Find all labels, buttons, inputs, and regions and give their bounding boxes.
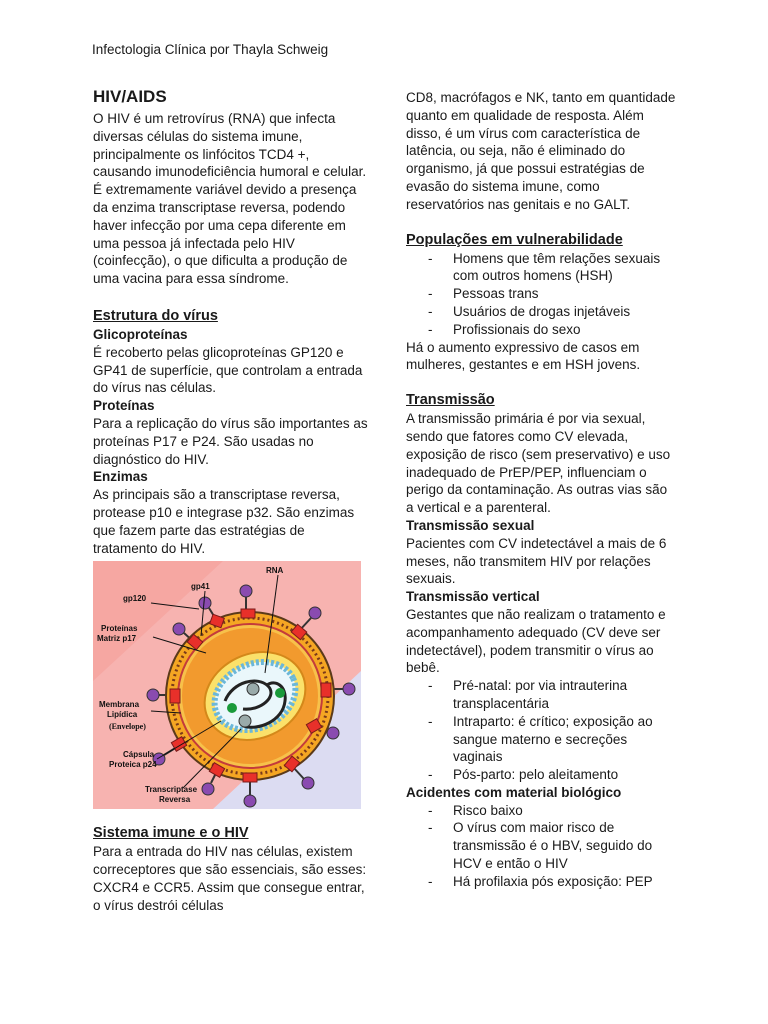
label-envelope: (Envelope) — [109, 722, 146, 732]
hiv-structure-diagram — [93, 561, 361, 809]
list-item: - Pós-parto: pelo aleitamento — [453, 766, 678, 784]
proteins-subheading: Proteínas — [93, 398, 155, 414]
glycoproteins-text: É recoberto pelas glicoproteínas GP120 e GP41 de superfície, que controlam a entrada do vírus nas células. — [93, 344, 363, 396]
label-matriz: Matriz p17 — [97, 634, 137, 644]
list-item: - Homens que têm relações sexuais com outros homens (HSH) — [453, 250, 678, 286]
vulnerability-note: Há o aumento expressivo de casos em mulheres, gestantes e em HSH jovens. — [406, 339, 641, 373]
vertical-transmission-text: Gestantes que não realizam o tratamento e acompanhamento adequado (CV deve ser indetectável), podem transmitir o vírus ao bebê. — [406, 606, 666, 676]
label-membrana: Membrana — [99, 700, 140, 710]
vertical-transmission-list — [406, 677, 678, 784]
list-item: - Usuários de drogas injetáveis — [453, 303, 678, 321]
intro-paragraph: O HIV é um retrovírus (RNA) que infecta diversas células do sistema imune, principalmente os linfócitos TCD4 +, causando imunodeficiência humoral e celular. É extremamente variável devido a presença da enzima transcriptase reversa, podendo haver infecção por uma cepa diferente em uma pessoa já infectada pelo HIV (coinfecção), o que dificulta a produção de uma vacina para essa síndrome. — [93, 111, 367, 287]
enzymes-text: As principais são a transcriptase reversa, protease p10 e integrase p32. São enzimas que fazem parte das estratégias de tratamento do HIV. — [93, 487, 355, 556]
glycoproteins-subheading: Glicoproteínas — [93, 326, 188, 342]
label-gp120: gp120 — [123, 594, 147, 604]
accidents-subheading: Acidentes com material biológico — [406, 784, 622, 800]
list-item: - Profissionais do sexo — [453, 321, 678, 339]
accidents-list — [406, 802, 678, 891]
list-item: - Há profilaxia pós exposição: PEP — [453, 873, 678, 891]
transmission-text: A transmissão primária é por via sexual, sendo que fatores como CV elevada, exposição de risco (sem preservativo) e uso inadequado de PrEP/PEP, influenciam o perigo da contaminação. As outras vias são a vertical e a parenteral. — [406, 411, 671, 516]
immune-text-continued: CD8, macrófagos e NK, tanto em quantidade quanto em qualidade de resposta. Além disso, é um vírus com característica de latência, ou seja, não é eliminado do organismo, já que possui estratégias de evasão do sistema imune, como reservatórios nas genitais e no GALT. — [406, 90, 676, 212]
label-proteinas: Proteínas — [101, 624, 138, 634]
label-reversa: Reversa — [159, 795, 191, 805]
list-item: - Intraparto: é crítico; exposição ao sangue materno e secreções vaginais — [453, 713, 678, 766]
list-item: - Pré-natal: por via intrauterina transplacentária — [453, 677, 678, 713]
list-item: - O vírus com maior risco de transmissão é o HBV, seguido do HCV e então o HIV — [453, 819, 678, 872]
label-lipidica: Lipídica — [107, 710, 138, 720]
label-transcriptase: Transcriptase — [145, 785, 198, 795]
document-title: HIV/AIDS — [93, 87, 167, 106]
vertical-transmission-subheading: Transmissão vertical — [406, 589, 540, 605]
proteins-text: Para a replicação do vírus são importantes as proteínas P17 e P24. São usadas no diagnóstico do HIV. — [93, 415, 368, 467]
transmission-heading: Transmissão — [406, 392, 495, 409]
left-column — [93, 86, 371, 915]
label-gp41: gp41 — [191, 582, 210, 592]
sexual-transmission-text: Pacientes com CV indetectável a mais de 6 meses, não transmitem HIV por relações sexuais. — [406, 535, 667, 587]
list-item: - Pessoas trans — [453, 285, 678, 303]
label-capsula: Cápsula — [123, 750, 155, 760]
page-header: Infectologia Clínica por Thayla Schweig — [92, 42, 329, 57]
immune-heading: Sistema imune e o HIV — [93, 825, 249, 842]
vulnerability-heading: Populações em vulnerabilidade — [406, 231, 623, 248]
right-column — [406, 86, 678, 891]
label-rna: RNA — [266, 566, 284, 576]
immune-text: Para a entrada do HIV nas células, existem correceptores que são essenciais, são esses: CXCR4 e CCR5. Assim que consegue entrar, o vírus destrói células — [93, 844, 367, 913]
label-proteica: Proteica p24 — [109, 760, 157, 770]
list-item: - Risco baixo — [453, 802, 678, 820]
vulnerability-list — [406, 250, 678, 339]
structure-heading: Estrutura do vírus — [93, 307, 218, 324]
sexual-transmission-subheading: Transmissão sexual — [406, 517, 535, 533]
enzymes-subheading: Enzimas — [93, 469, 148, 485]
